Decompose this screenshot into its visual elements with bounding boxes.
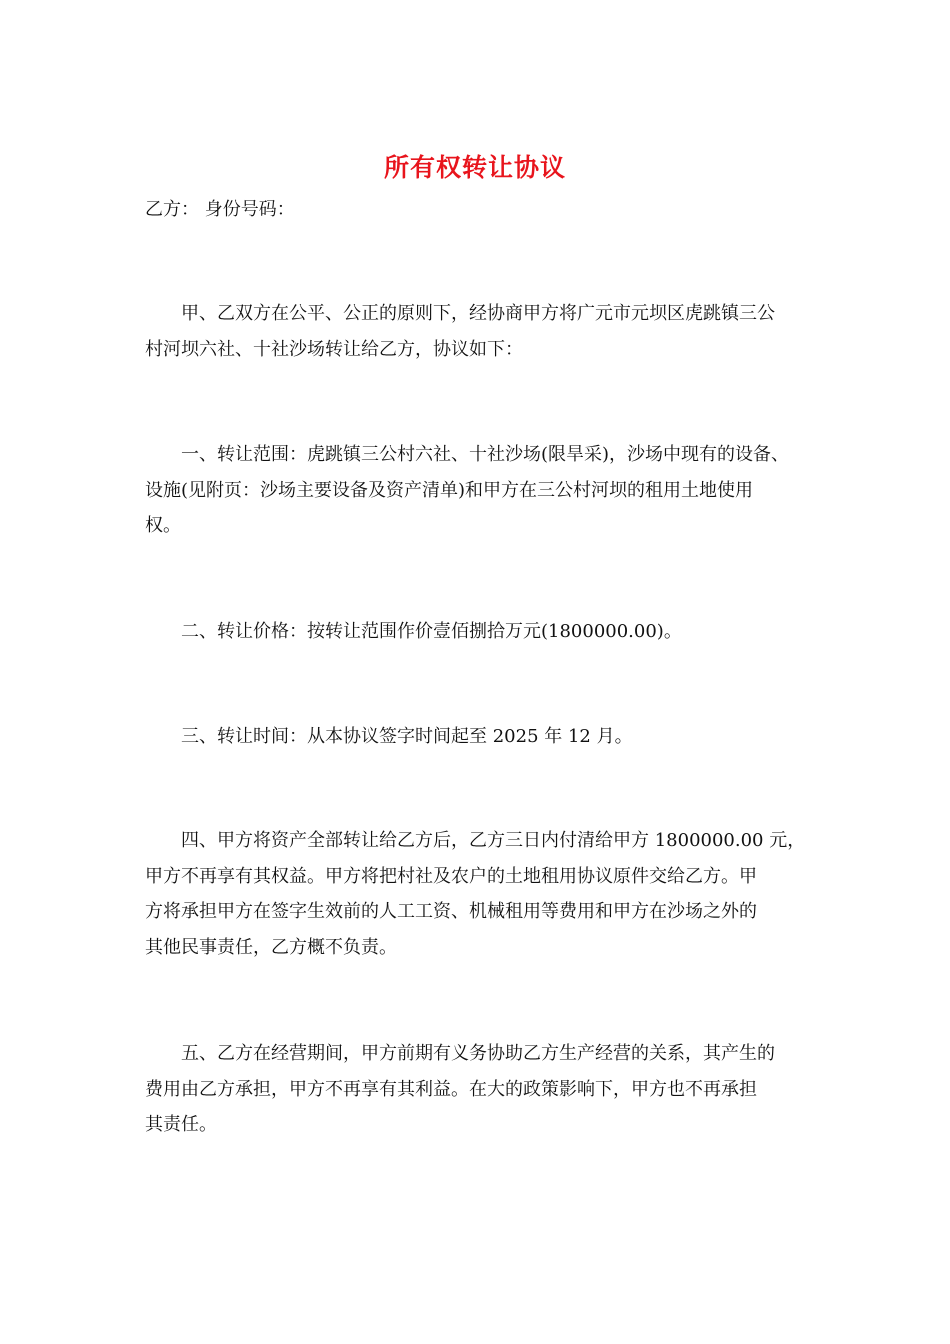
paragraph-clause-3 <box>145 719 825 755</box>
paragraph-line: 村河坝六社、十社沙场转让给乙方，协议如下： <box>145 338 523 360</box>
paragraph-line: 设施(见附页：沙场主要设备及资产清单)和甲方在三公村河坝的租用土地使用 <box>145 479 754 501</box>
paragraph-line: 一、转让范围：虎跳镇三公村六社、十社沙场(限旱采)，沙场中现有的设备、 <box>181 444 790 465</box>
paragraph-line: 费用由乙方承担，甲方不再享有其利益。在大的政策影响下，甲方也不再承担 <box>145 1078 757 1100</box>
paragraph-line: 四、甲方将资产全部转让给乙方后，乙方三日内付清给甲方 1800000.00 元， <box>181 830 806 851</box>
paragraph-line: 甲、乙双方在公平、公正的原则下，经协商甲方将广元市元坝区虎跳镇三公 <box>181 303 775 324</box>
paragraph-line: 权。 <box>145 515 181 536</box>
paragraph-line: 二、转让价格：按转让范围作价壹佰捌拾万元(1800000.00)。 <box>181 621 682 642</box>
paragraph-line: 五、乙方在经营期间，甲方前期有义务协助乙方生产经营的关系，其产生的 <box>181 1043 775 1064</box>
paragraph-clause-1 <box>145 437 825 544</box>
paragraph-clause-4 <box>145 823 825 965</box>
document-title: 所有权转让协议 <box>383 153 566 182</box>
paragraph-line: 方将承担甲方在签字生效前的人工工资、机械租用等费用和甲方在沙场之外的 <box>145 901 757 922</box>
paragraph-line: 三、转让时间：从本协议签字时间起至 2025 年 12 月。 <box>181 726 633 747</box>
paragraph-line: 其责任。 <box>145 1114 217 1135</box>
paragraph-line: 甲方不再享有其权益。甲方将把村社及农户的土地租用协议原件交给乙方。甲 <box>145 865 757 887</box>
party-b-line: 乙方： 身份号码： <box>145 199 295 220</box>
paragraph-intro <box>145 296 825 367</box>
paragraph-clause-5 <box>145 1036 825 1143</box>
paragraph-line: 其他民事责任，乙方概不负责。 <box>145 936 397 958</box>
paragraph-clause-2 <box>145 614 825 650</box>
